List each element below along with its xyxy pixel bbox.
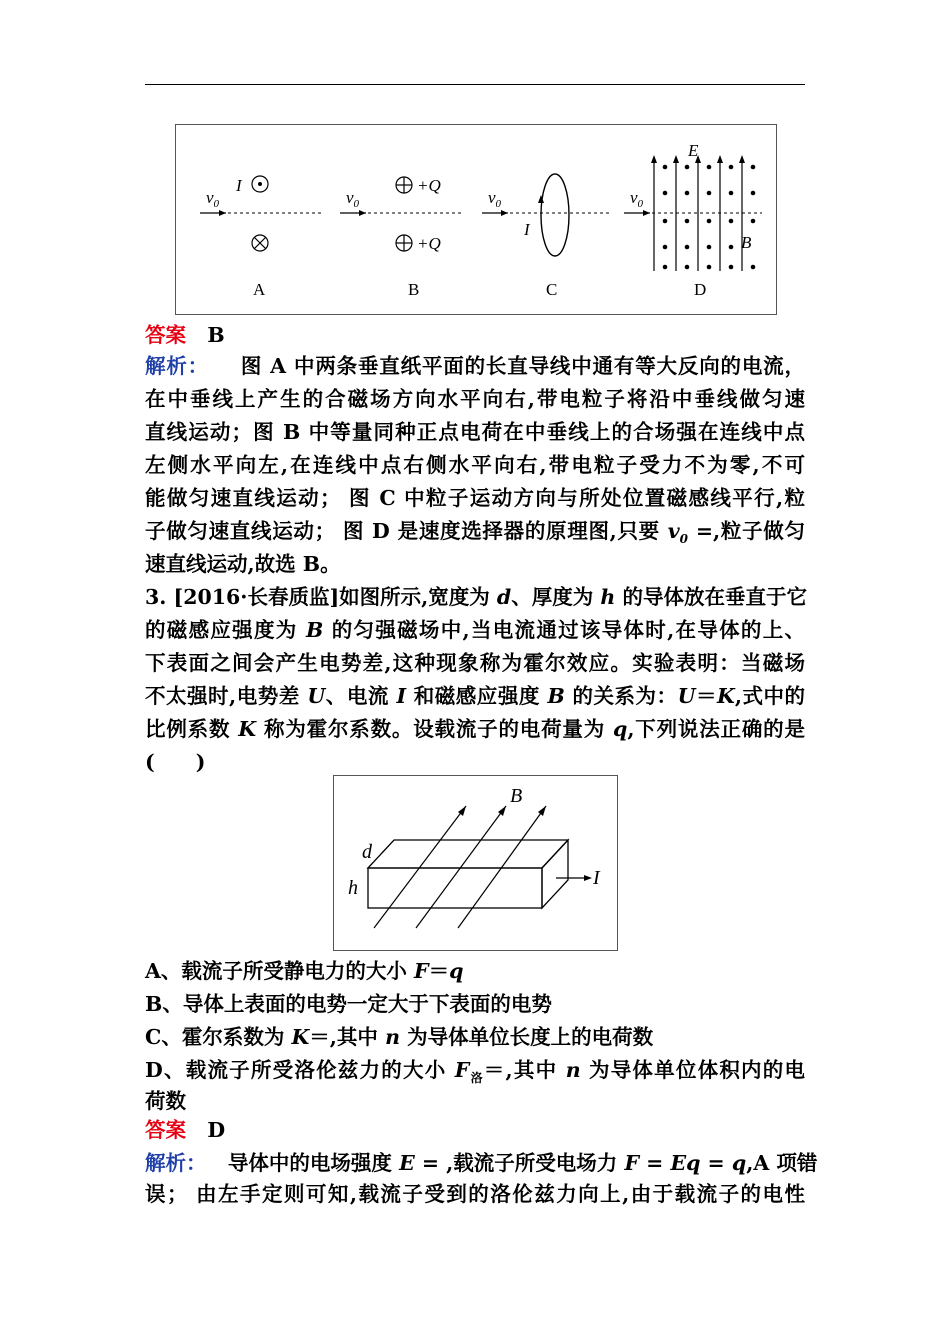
- question-3-blank: ( ): [145, 750, 206, 774]
- option-c[interactable]: C、霍尔系数为 K＝,其中 n 为导体单位长度上的电荷数: [145, 1025, 654, 1049]
- option-d[interactable]: D、载流子所受洛伦兹力的大小 $F_洛=$,其中 n 为导体单位体积内的电: [145, 1058, 805, 1086]
- charge-label-bottom: +Q: [417, 234, 441, 253]
- question-3-line-2: 的磁感应强度为 B 的匀强磁场中,当电流通过该导体时,在导体的上、: [145, 618, 805, 642]
- panel-a: [200, 176, 324, 299]
- analysis-label: 解析：: [145, 354, 209, 378]
- question-3-line-4: 不太强时,电势差 U、电流 I 和磁感应强度 B 的关系为：U＝K,式中的: [145, 684, 806, 708]
- panel-label-d: D: [694, 280, 707, 299]
- v0-label-b: $v_0$: [346, 188, 360, 210]
- figure-2: [333, 775, 618, 951]
- magnetic-field-lines: [374, 806, 546, 928]
- analysis-1-line-4: 左侧水平向左,在连线中点右侧水平向右,带电粒子受力不为零,不可: [145, 453, 805, 477]
- analysis-2-line-2: 误； 由左手定则可知,载流子受到的洛伦兹力向上,由于载流子的电性: [145, 1182, 805, 1206]
- figure-1: [175, 124, 777, 315]
- conductor-block: [368, 840, 568, 908]
- field-label-b: B: [510, 785, 523, 807]
- question-3-line-3: 下表面之间会产生电势差,这种现象称为霍尔效应。实验表明：当磁场: [145, 651, 805, 675]
- field-label-e: E: [688, 141, 699, 160]
- panel-label-b: B: [408, 280, 420, 299]
- panel-b: [340, 176, 464, 299]
- answer-label: 答案: [145, 1118, 186, 1142]
- analysis-1-line-2: 在中垂线上产生的合磁场方向水平向右,带电粒子将沿中垂线做匀速: [145, 387, 805, 411]
- v0-label-d: $v_0$: [630, 188, 644, 210]
- answer-1: [145, 321, 805, 349]
- analysis-1-line-3: 直线运动；图 B 中等量同种正点电荷在中垂线上的合场强在连线中点: [145, 420, 805, 444]
- panel-d: [624, 141, 762, 299]
- field-label-b: B: [741, 233, 752, 252]
- analysis-2-line-1: 解析： 导体中的电场强度 E = ,载流子所受电场力 F = Eq = q,A 项错: [145, 1151, 818, 1175]
- analysis-1-line-7: 速直线运动,故选 B。: [145, 552, 341, 576]
- answer-value: D: [207, 1118, 226, 1142]
- height-label-h: h: [348, 877, 358, 899]
- analysis-1-line-6: 子做匀速直线运动； 图 D 是速度选择器的原理图,只要 $v_0$ =,粒子做匀: [145, 519, 805, 547]
- current-label-a: I: [236, 176, 242, 195]
- option-d-continued[interactable]: 荷数: [145, 1089, 186, 1113]
- current-label-i: I: [593, 867, 600, 889]
- current-loop: [541, 174, 569, 256]
- analysis-1-line-1: 解析： 图 A 中两条垂直纸平面的长直导线中通有等大反向的电流，: [145, 354, 805, 378]
- option-b[interactable]: B、导体上表面的电势一定大于下表面的电势: [145, 992, 552, 1016]
- answer-2: [145, 1116, 805, 1144]
- analysis-1-line-5: 能做匀速直线运动； 图 C 中粒子运动方向与所处位置磁感线平行,粒: [145, 486, 805, 510]
- option-a[interactable]: A、载流子所受静电力的大小 F＝q: [145, 959, 464, 983]
- current-label-c: I: [524, 220, 530, 239]
- question-3-line-1: 3. [2016·长春质监]如图所示,宽度为 d、厚度为 h 的导体放在垂直于它: [145, 585, 807, 609]
- question-number: 3.: [145, 585, 167, 609]
- answer-label: 答案: [145, 323, 186, 347]
- answer-value: B: [207, 323, 225, 347]
- panel-label-a: A: [253, 280, 266, 299]
- v0-label-c: $v_0$: [488, 188, 502, 210]
- analysis-label: 解析：: [145, 1151, 207, 1175]
- question-source: [2016·长春质监]: [173, 585, 340, 609]
- v0-label-a: $v_0$: [206, 188, 220, 210]
- header-rule: [145, 84, 805, 85]
- electric-field-lines: [654, 161, 742, 271]
- question-3-line-5: 比例系数 K 称为霍尔系数。设载流子的电荷量为 q,下列说法正确的是: [145, 717, 806, 741]
- width-label-d: d: [362, 841, 372, 863]
- charge-label-top: +Q: [417, 176, 441, 195]
- v0-symbol: $v_0$: [667, 519, 689, 547]
- panel-label-c: C: [546, 280, 558, 299]
- panel-c: [482, 174, 610, 299]
